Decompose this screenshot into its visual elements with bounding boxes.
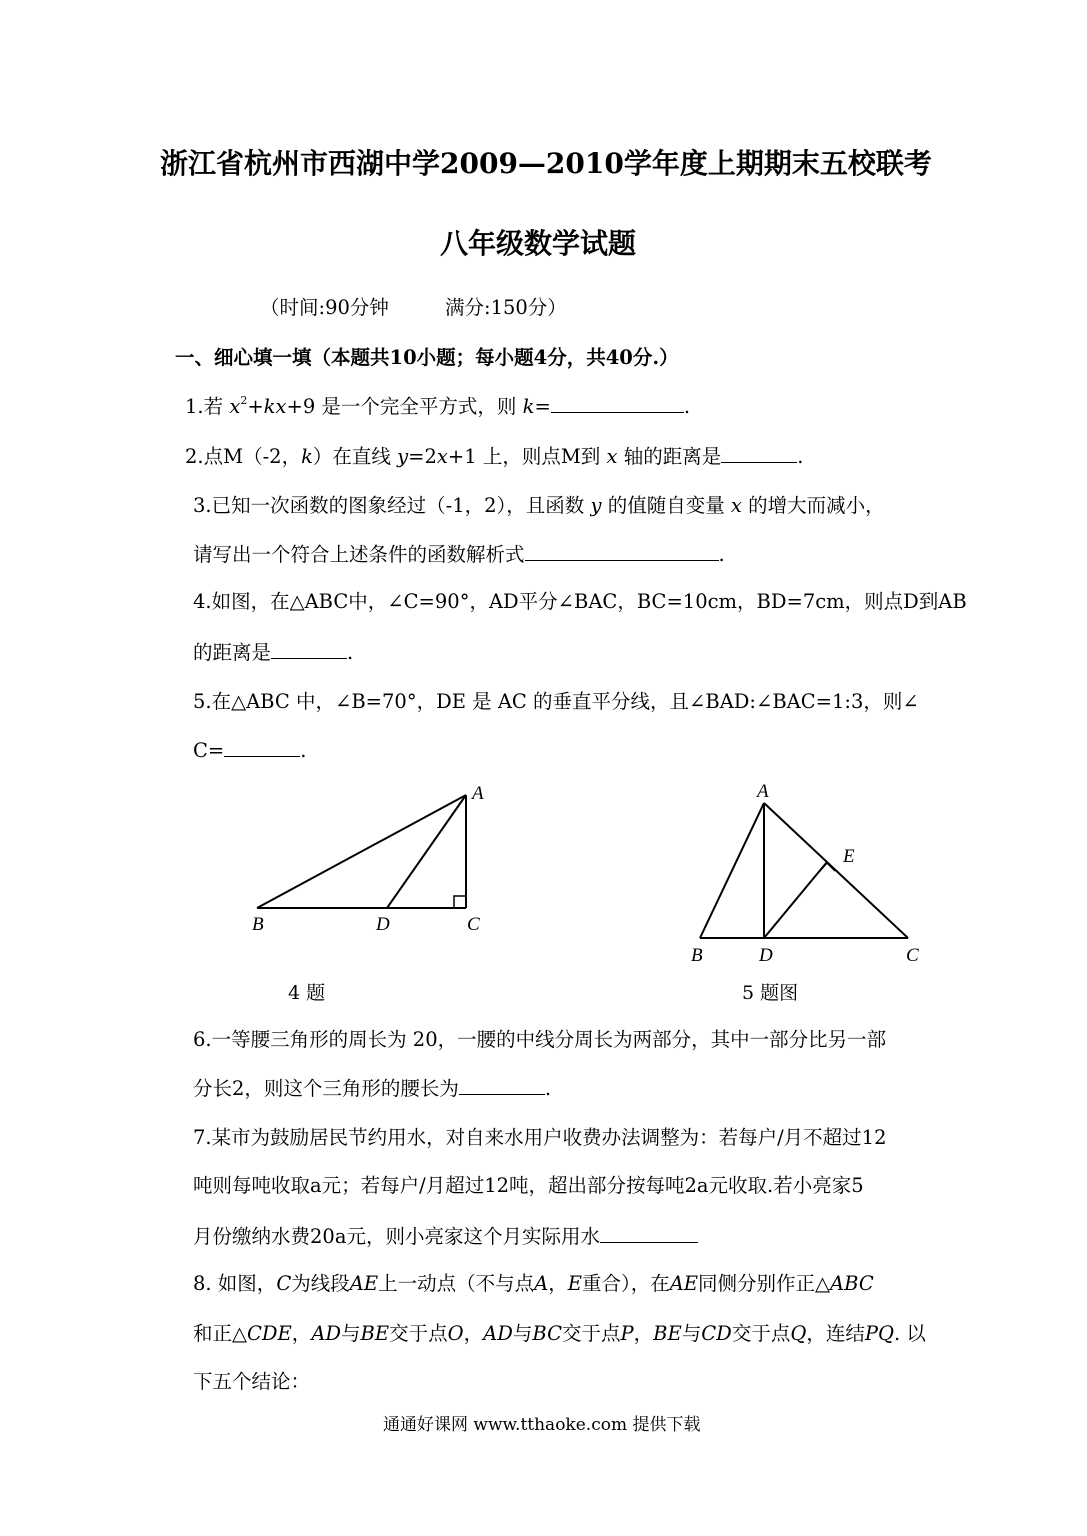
exam-title-line2: 八年级数学试题 [440, 227, 637, 260]
segment-ad [387, 795, 466, 908]
question-8: 8. 如图，C为线段AE上一动点（不与点A，E重合），在AE同侧分别作正△ABC [193, 1272, 874, 1295]
answer-blank-5[interactable] [224, 734, 300, 757]
segment-ba [257, 795, 466, 908]
answer-blank-3[interactable] [525, 538, 719, 561]
question-8-line2: 和正△CDE，AD与BE交于点O，AD与BC交于点P，BE与CD交于点Q，连结PQ. 以 [193, 1322, 926, 1345]
figure-4-triangle [240, 775, 520, 945]
question-3: 3.已知一次函数的图象经过（-1，2），且函数 y 的值随自变量 x 的增大而减小， [193, 494, 885, 517]
answer-blank-4[interactable] [271, 636, 347, 659]
label-a: A [472, 783, 484, 804]
figure-5-caption: 5 题图 [742, 982, 799, 1004]
question-2: 2.点M（-2，k）在直线 y=2x+1 上，则点M到 x 轴的距离是 . [185, 440, 803, 469]
answer-blank-6[interactable] [459, 1072, 545, 1095]
question-4: 4.如图，在△ABC中，∠C=90°，AD平分∠BAC，BC=10cm，BD=7cm，则点D到AB [193, 590, 967, 613]
question-6: 6.一等腰三角形的周长为 20，一腰的中线分周长为两部分，其中一部分比另一部 [193, 1028, 887, 1051]
question-7: 7.某市为鼓励居民节约用水，对自来水用户收费办法调整为：若每户/月不超过12 [193, 1126, 887, 1149]
page-footer: 通通好课网 www.tthaoke.com 提供下载 [383, 1415, 701, 1435]
segment-ba [700, 803, 764, 938]
question-1: 1.若 $x^2+kx+9$ 是一个完全平方式，则 k= . [185, 390, 690, 419]
segment-de [764, 862, 827, 938]
question-3-line2: 请写出一个符合上述条件的函数解析式 . [193, 538, 725, 567]
exam-title-line1: 浙江省杭州市西湖中学2009—2010学年度上期期末五校联考 [160, 147, 932, 180]
question-7-line2: 吨则每吨收取a元；若每户/月超过12吨，超出部分按每吨2a元收取.若小亮家5 [193, 1174, 864, 1197]
label-d: D [376, 914, 390, 935]
exam-time: （时间:90分钟 [260, 296, 389, 319]
question-6-line2: 分长2，则这个三角形的腰长为 . [193, 1072, 551, 1101]
right-angle-mark [454, 896, 466, 908]
question-5-line2: C= . [193, 734, 306, 762]
label-b: B [252, 914, 264, 935]
question-5: 5.在△ABC 中，∠B=70°，DE 是 AC 的垂直平分线，且∠BAD:∠BAC=1:3，则∠ [193, 690, 919, 713]
question-8-line3: 下五个结论： [193, 1370, 311, 1393]
figure-5-triangle [680, 775, 930, 975]
label-e: E [843, 846, 855, 867]
question-4-line2: 的距离是 . [193, 636, 353, 665]
figure-4-caption: 4 题 [288, 982, 326, 1004]
question-7-line3: 月份缴纳水费20a元，则小亮家这个月实际用水 [193, 1220, 698, 1249]
section1-header: 一、细心填一填（本题共10小题；每小题4分，共40分.） [175, 346, 679, 369]
answer-blank-2[interactable] [721, 440, 797, 463]
label-b: B [691, 945, 703, 966]
label-c: C [906, 945, 919, 966]
answer-blank-1[interactable] [551, 390, 684, 413]
answer-blank-7[interactable] [600, 1220, 698, 1243]
label-a: A [757, 781, 769, 802]
label-d: D [759, 945, 773, 966]
label-c: C [467, 914, 480, 935]
segment-ac [764, 803, 908, 938]
exam-score: 满分:150分） [445, 296, 567, 319]
